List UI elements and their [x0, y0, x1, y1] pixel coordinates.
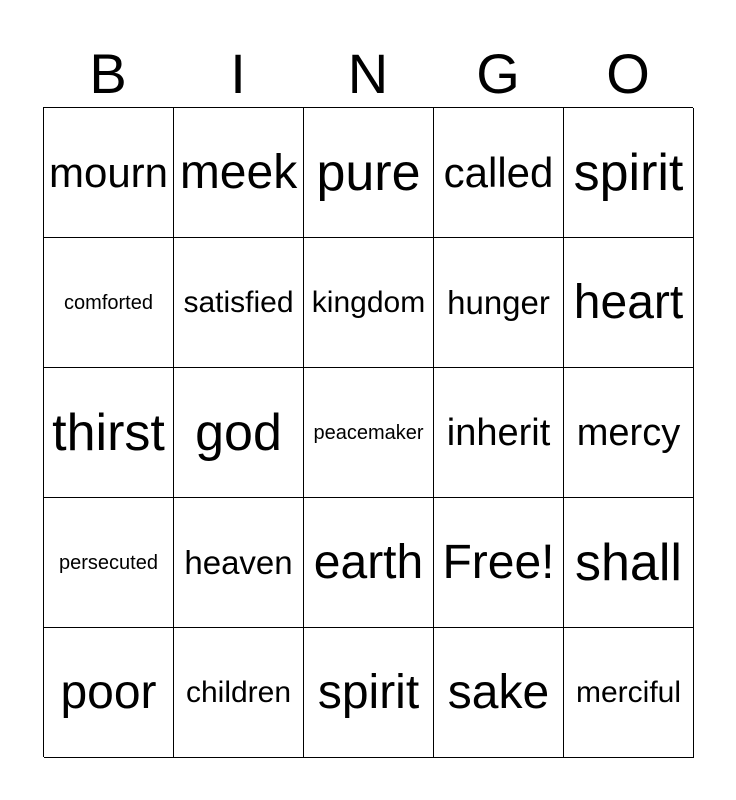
bingo-cell[interactable]: poor: [44, 628, 174, 758]
header-letter-o: O: [606, 42, 650, 105]
bingo-header: [43, 40, 693, 108]
header-letter-n: N: [347, 42, 389, 105]
bingo-board: [43, 107, 693, 757]
bingo-cell[interactable]: merciful: [564, 628, 694, 758]
bingo-cell[interactable]: shall: [564, 498, 694, 628]
bingo-cell[interactable]: mourn: [44, 108, 174, 238]
bingo-cell[interactable]: kingdom: [304, 238, 434, 368]
bingo-cell[interactable]: called: [434, 108, 564, 238]
bingo-free-space[interactable]: Free!: [434, 498, 564, 628]
bingo-cell[interactable]: heart: [564, 238, 694, 368]
bingo-cell[interactable]: meek: [174, 108, 304, 238]
header-letter-g: G: [476, 42, 520, 105]
bingo-cell[interactable]: satisfied: [174, 238, 304, 368]
bingo-cell[interactable]: comforted: [44, 238, 174, 368]
bingo-cell[interactable]: mercy: [564, 368, 694, 498]
header-letter-i: I: [230, 42, 246, 105]
bingo-cell[interactable]: peacemaker: [304, 368, 434, 498]
bingo-cell[interactable]: spirit: [304, 628, 434, 758]
bingo-cell[interactable]: persecuted: [44, 498, 174, 628]
bingo-cell[interactable]: god: [174, 368, 304, 498]
bingo-cell[interactable]: inherit: [434, 368, 564, 498]
bingo-cell[interactable]: spirit: [564, 108, 694, 238]
bingo-cell[interactable]: earth: [304, 498, 434, 628]
bingo-cell[interactable]: heaven: [174, 498, 304, 628]
header-letter-b: B: [89, 42, 127, 105]
bingo-cell[interactable]: children: [174, 628, 304, 758]
bingo-cell[interactable]: thirst: [44, 368, 174, 498]
bingo-cell[interactable]: pure: [304, 108, 434, 238]
bingo-cell[interactable]: hunger: [434, 238, 564, 368]
bingo-cell[interactable]: sake: [434, 628, 564, 758]
